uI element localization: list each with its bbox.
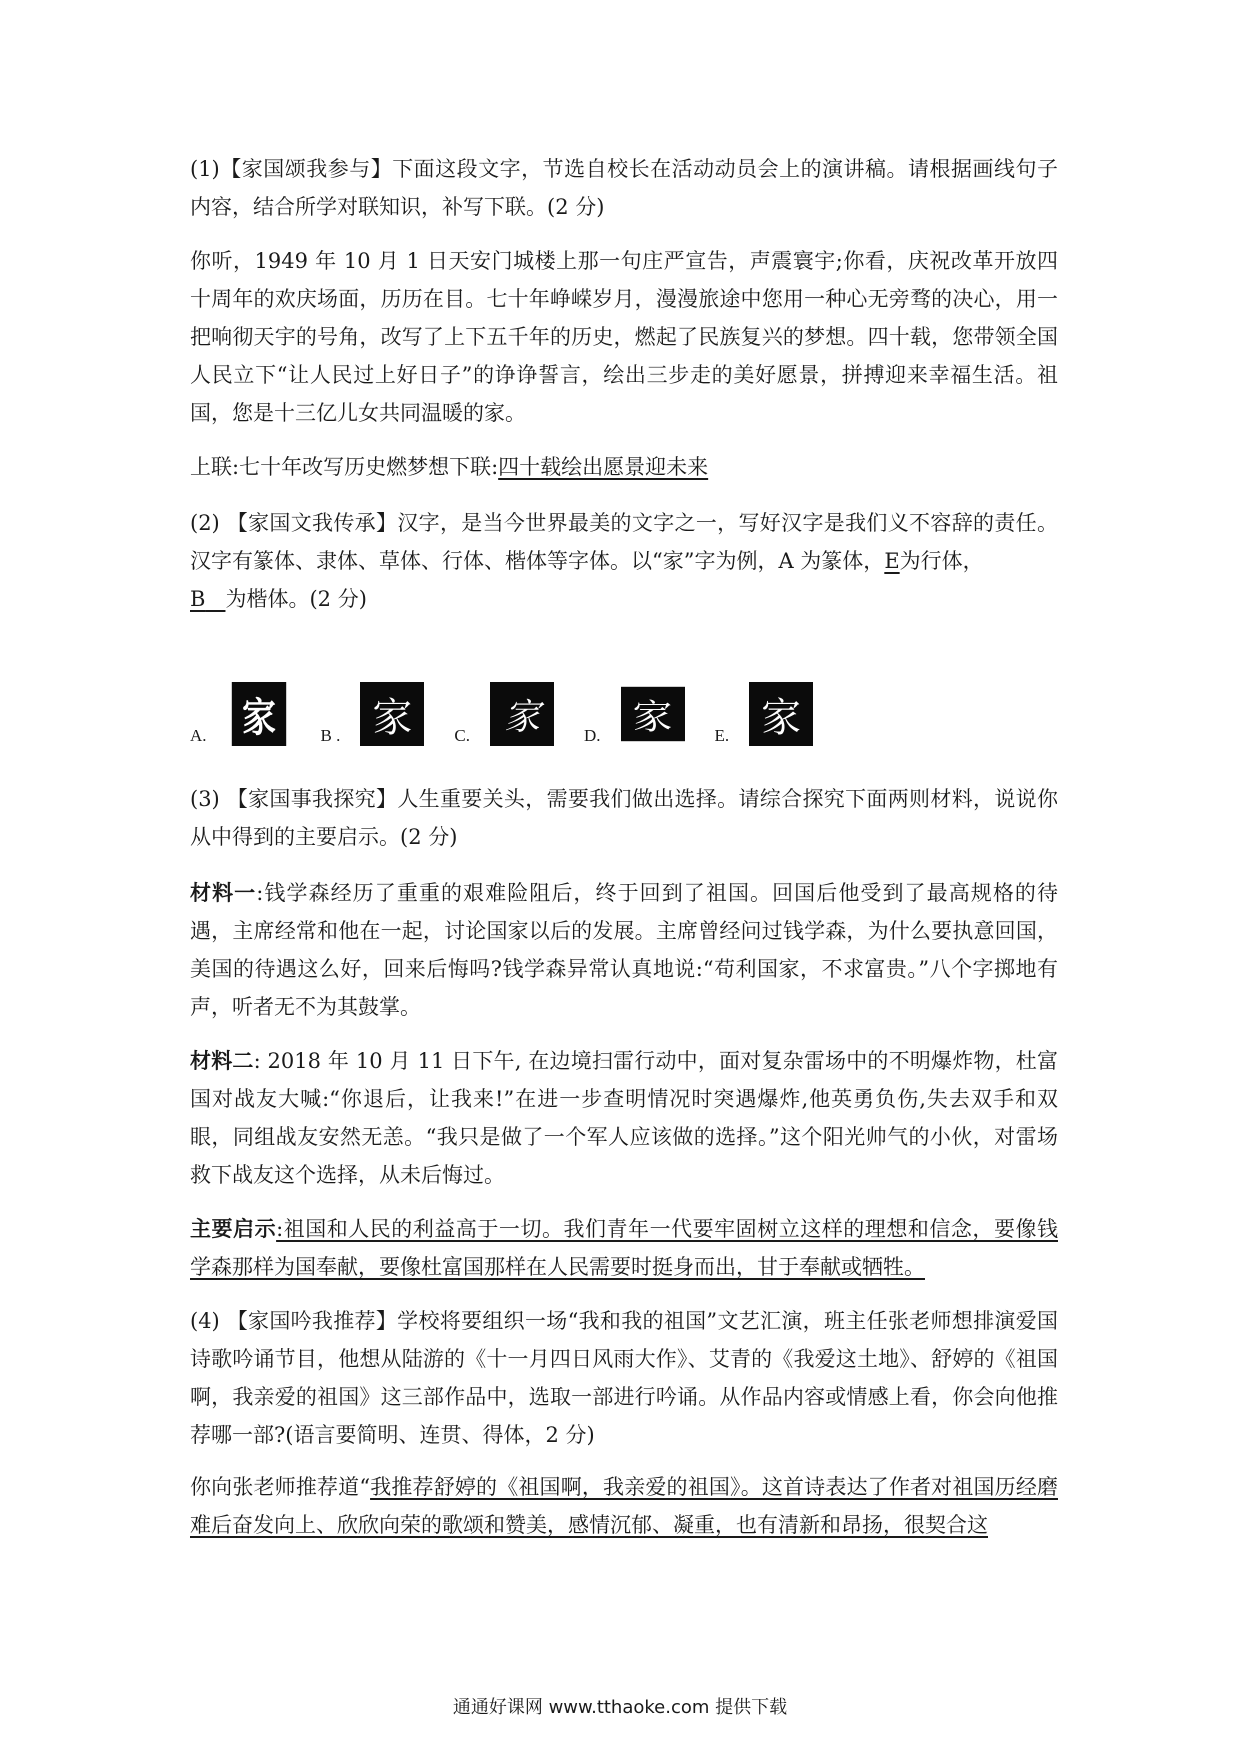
material-two-text: : 2018 年 10 月 11 日下午, 在边境扫雷行动中，面对复杂雷场中的不明爆炸物，杜富国对战友大喊:“你退后，让我来!”在进一步查明情况时突遇爆炸,他英勇负伤,失去双手和双眼，同组战友安然无恙。“我只是做了一个军人应该做的选择。”这个阳光帅气的小伙，对雷场救下战友这个选择，从未后悔过。 [190,1049,1058,1187]
question-1-prompt: (1)【家国颂我参与】下面这段文字，节选自校长在活动动员会上的演讲稿。请根据画线句子内容，结合所学对联知识，补写下联。(2 分) [190,157,1058,219]
question-2-prompt [190,504,1058,618]
material-one [190,874,1058,1026]
question-4-prompt: (4) 【家国吟我推荐】学校将要组织一场“我和我的祖国”文艺汇演，班主任张老师想排演爱国诗歌吟诵节目，他想从陆游的《十一月四日风雨大作》、艾青的《我爱这土地》、舒婷的《祖国啊，我亲爱的祖国》这三部作品中，选取一部进行吟诵。从作品内容或情感上看，你会向他推荐哪一部?(语言要简明、连贯、得体，2 分) [190,1309,1058,1447]
couplet-answer: 四十载绘出愿景迎未来 [498,455,709,479]
main-insight [190,1210,1058,1286]
material-two [190,1042,1058,1194]
running-script-glyph: 家 [749,682,813,746]
main-insight-label: 主要启示 [190,1216,277,1241]
regular-script-glyph: 家 [360,682,424,746]
option-d [584,682,685,746]
footer-download-note: 通通好课网 www.tthaoke.com 提供下载 [452,1697,788,1718]
option-e-letter: E. [714,726,730,745]
option-c-letter: C. [454,726,470,745]
material-one-text: :钱学森经历了重重的艰难险阻后，终于回到了祖国。回国后他受到了最高规格的待遇，主席经常和他在一起，讨论国家以后的发展。主席曾经问过钱学森，为什么要执意回国，美国的待遇这么好，回来后悔吗?钱学森异常认真地说:“苟利国家，不求富贵。”八个字掷地有声，听者无不为其鼓掌。 [190,881,1059,1019]
main-insight-text: :祖国和人民的利益高于一切。我们青年一代要牢固树立这样的理想和信念，要像钱学森那样为国奉献，要像杜富国那样在人民需要时挺身而出，甘于奉献或牺牲。 [190,1217,1058,1279]
seal-script-glyph: 家 [231,682,285,746]
option-a [190,682,291,746]
couplet-prefix: 上联:七十年改写历史燃梦想下联: [190,455,499,479]
answer-prefix: 你向张老师推荐道“ [190,1475,371,1499]
question-2-text-1: (2) 【家国文我传承】汉字，是当今世界最美的文字之一，写好汉字是我们义不容辞的责任。汉字有篆体、隶体、草体、行体、楷体等字体。以“家”字为例，A 为篆体， [190,511,1058,573]
question-4-answer [190,1468,1058,1544]
calligraphy-options [190,676,1058,746]
question-2-text-3: 为楷体。(2 分) [225,587,367,611]
option-e [715,682,814,746]
question-3-prompt: (3) 【家国事我探究】人生重要关头，需要我们做出选择。请综合探究下面两则材料，说说你从中得到的主要启示。(2 分) [190,787,1058,849]
material-two-label: 材料二 [190,1048,254,1073]
recommendation-text: 我推荐舒婷的《祖国啊，我亲爱的祖国》。这首诗表达了作者对祖国历经磨难后奋发向上、欣欣向荣的歌颂和赞美，感情沉郁、凝重，也有清新和昂扬，很契合这 [190,1475,1058,1537]
option-d-letter: D. [583,726,601,745]
couplet-line [190,448,1058,486]
question-2-text-2: 为行体， [899,549,984,573]
document-body [190,150,1058,1544]
option-b [321,682,425,746]
material-one-label: 材料一 [190,880,257,905]
clerical-script-glyph: 家 [621,687,685,741]
option-a-letter: A. [190,726,207,745]
option-b-letter: B . [320,726,341,745]
answer-regular-script: B [190,587,206,611]
cursive-script-glyph: 家 [490,682,554,746]
option-c [454,682,554,746]
answer-running-script: E [884,549,900,573]
speech-passage: 你听，1949 年 10 月 1 日天安门城楼上那一句庄严宣告，声震寰宇;你看，庆祝改革开放四十周年的欢庆场面，历历在目。七十年峥嵘岁月，漫漫旅途中您用一种心无旁骛的决心，用一把响彻天宇的号角，改写了上下五千年的历史，燃起了民族复兴的梦想。四十载，您带领全国人民立下“让人民过上好日子”的诤诤誓言，绘出三步走的美好愿景，拼搏迎来幸福生活。祖国，您是十三亿儿女共同温暖的家。 [190,249,1058,425]
